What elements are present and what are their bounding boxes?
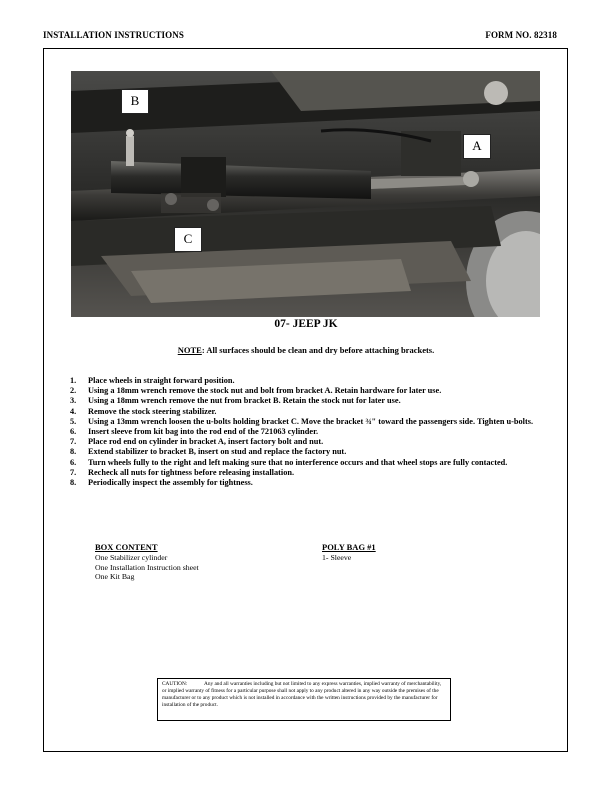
box-content-title: BOX CONTENT [95,542,158,552]
step-item: 8. Periodically inspect the assembly for tightness. [70,478,253,488]
note-line [0,345,612,355]
note-label: NOTE [177,345,202,355]
list-item: 1- Sleeve [322,553,352,562]
step-item: 4. Remove the stock steering stabilizer. [70,406,217,416]
step-item: 2. Using a 18mm wrench remove the stock nut and bolt from bracket A. Retain hardware for later use. [70,386,442,396]
header-title: INSTALLATION INSTRUCTIONS [43,30,184,40]
step-item: 7. Recheck all nuts for tightness before releasing installation. [70,467,295,477]
note-text: : All surfaces should be clean and dry before attaching brackets. [201,345,435,355]
step-item: 6. Insert sleeve from kit bag into the rod end of the 721063 cylinder. [70,427,319,437]
box-content-list [95,553,199,582]
list-item: One Stabilizer cylinder [95,553,168,562]
step-item: 6. Turn wheels fully to the right and left making sure that no interference occurs and that wheel stops are fully contacted. [70,457,508,467]
caution-label: CAUTION: [162,681,188,687]
step-item: 5. Using a 13mm wrench loosen the u-bolts holding bracket C. Move the bracket ¾" toward the passengers side. Tighten u-bolts. [70,416,534,426]
list-item: One Installation Instruction sheet [95,562,199,572]
list-item: One Kit Bag [95,572,135,582]
caution-text: Any and all warranties including but not limited to any express warranties, implied warranty of merchantability, or implied warranty of fitness for a particular purpose shall not apply to any product altered in any way outside the premises of the manufacturer or to any product which is not installed in accordance with the written instructions provided by the manufacturer for installation of the product. [162,681,442,708]
callout-label-a: A [463,134,491,159]
callout-label-c: C [174,227,202,252]
step-item: 8. Extend stabilizer to bracket B, insert on stud and replace the factory nut. [70,447,347,457]
step-item: 7. Place rod end on cylinder in bracket A, insert factory bolt and nut. [70,437,324,447]
poly-bag-list [322,553,351,563]
step-item: 1. Place wheels in straight forward position. [70,376,235,385]
vehicle-title: 07- JEEP JK [274,318,338,330]
step-item: 3. Using a 18mm wrench remove the nut from bracket B. Retain the stock nut for later use. [70,396,401,406]
instruction-steps [70,376,540,488]
poly-bag-title: POLY BAG #1 [322,542,376,552]
form-number: FORM NO. 82318 [485,30,557,40]
caution-box [157,678,451,721]
callout-label-b: B [121,89,149,114]
